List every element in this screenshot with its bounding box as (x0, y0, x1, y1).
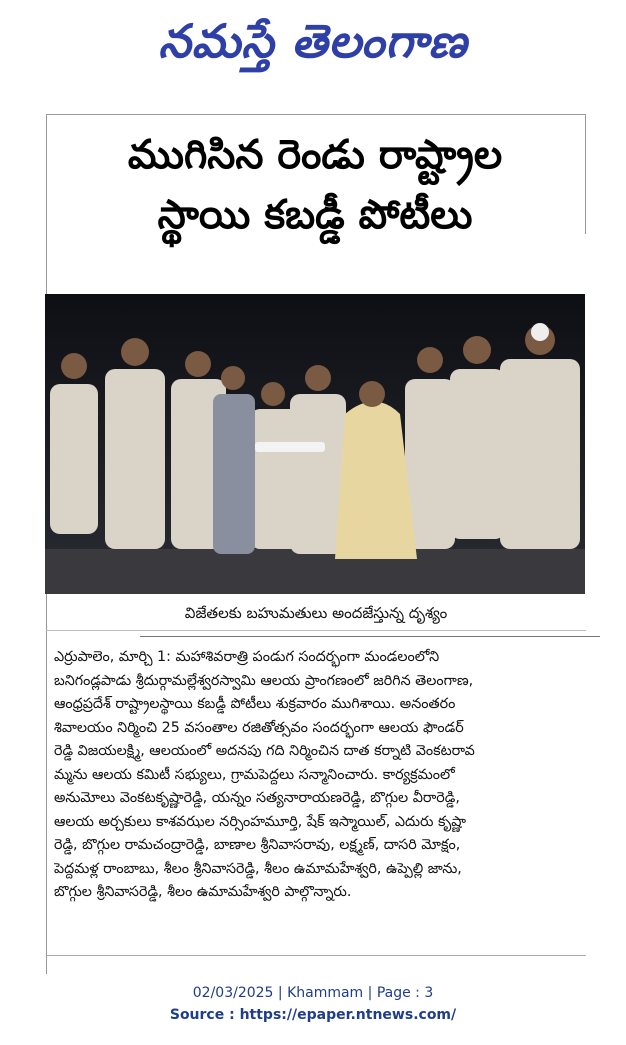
article-line: బనిగండ్లపాడు శ్రీదుర్గామల్లేశ్వరస్వామి ఆలయ ప్రాంగణంలో జరిగిన తెలంగాణ, (54, 672, 474, 689)
article-line: ఆంధ్రప్రదేశ్ రాష్ట్రాలస్థాయి కబడ్డీ పోటీలు శుక్రవారం ముగిశాయి. అనంతరం (54, 696, 456, 712)
article-line: మ్మను ఆలయ కమిటీ సభ్యులు, గ్రామపెద్దలు సన్మానించారు. కార్యక్రమంలో (54, 766, 455, 783)
clip-right-border (585, 114, 586, 234)
article-line: బొగ్గుల శ్రీనివాసరెడ్డి, శీలం ఉమామహేశ్వరి పాల్గొన్నారు. (54, 884, 352, 900)
article-line: ఆలయ అర్చకులు కాశవఝల నర్సింహమూర్తి, షేక్ ఇస్మాయిల్, ఎదురు కృష్ణా (54, 813, 466, 830)
article-line: రెడ్డి, బొగ్గుల రామచంద్రారెడ్డి, బాణాల శ్రీనివాసరావు, లక్ష్మణ్, దాసరి మోక్షం, (54, 837, 461, 853)
clip-bottom-border (46, 955, 586, 956)
article-body (54, 646, 582, 905)
article-line: రెడ్డి విజయలక్ష్మి, ఆలయంలో అదనపు గది నిర్మించిన దాత కర్నాటి వెంకటరావ (54, 743, 475, 759)
news-photo (45, 294, 585, 594)
article-line: శివాలయం నిర్మించి 25 వసంతాల రజితోత్సవం సందర్భంగా ఆలయ ఫౌండర్ (54, 719, 464, 736)
headline-line-1: ముగిసిన రెండు రాష్ట్రాల (127, 132, 503, 178)
group-photo-illustration (45, 294, 585, 594)
footer-source-link[interactable]: Source : https://epaper.ntnews.com/ (169, 1007, 457, 1023)
article-line: అనుమోలు వెంకటకృష్ణారెడ్డి, యన్నం సత్యనారాయణరెడ్డి, బొగ్గుల వీరారెడ్డి, (54, 790, 460, 806)
article-line: ఎర్రుపాలెం, మార్చి 1: మహాశివరాత్రి పండుగ సందర్భంగా మండలంలోని (54, 649, 440, 665)
caption-divider (140, 636, 600, 637)
photo-caption: విజేతలకు బహుమతులు అందజేస్తున్న దృశ్యం (46, 596, 586, 631)
footer-date-edition: 02/03/2025 | Khammam | Page : 3 (192, 985, 434, 1001)
newspaper-masthead: నమస్తే తెలంగాణ (158, 14, 468, 68)
article-line: పెద్దమళ్ల రాంబాబు, శీలం శ్రీనివాసరెడ్డి, శీలం ఉమామహేశ్వరి, ఉప్పెల్లి జాను, (54, 860, 462, 877)
headline-line-2: స్థాయి కబడ్డీ పోటీలు (157, 192, 473, 238)
